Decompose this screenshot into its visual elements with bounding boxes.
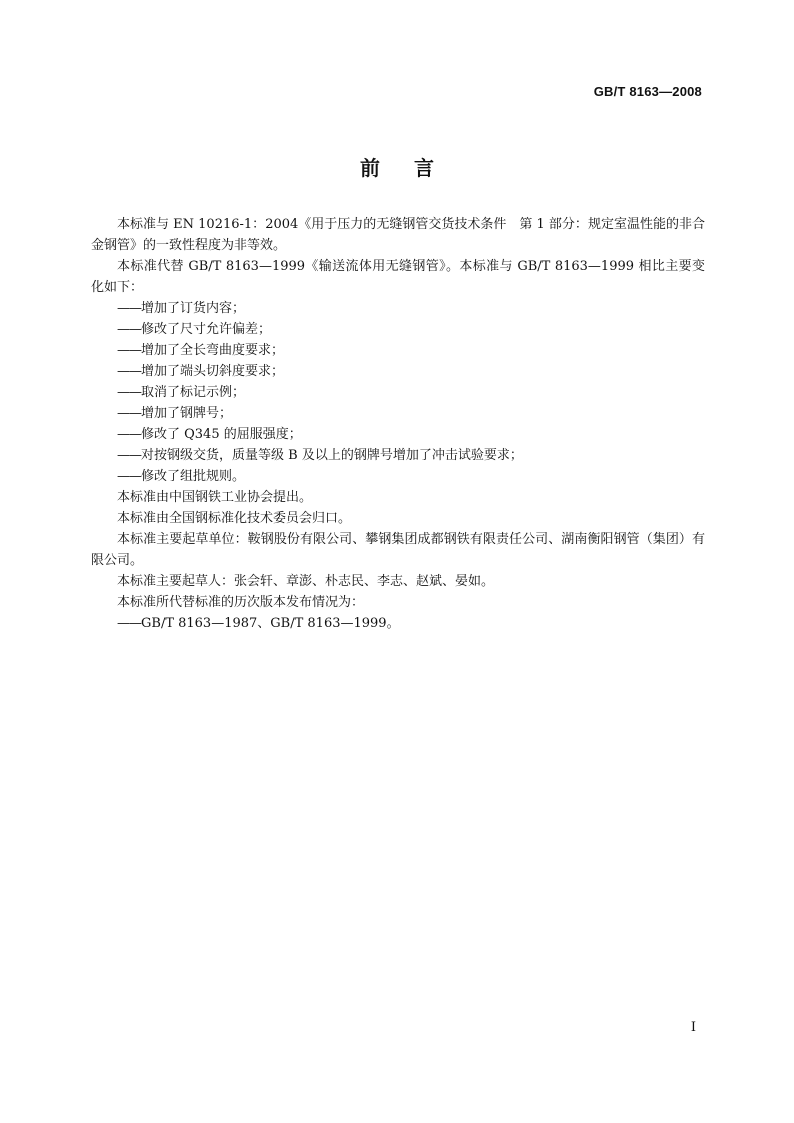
change-item-text: 增加了全长弯曲度要求； <box>141 343 285 358</box>
page-title: 前言 <box>360 156 468 180</box>
standard-code: GB/T 8163—2008 <box>593 84 702 99</box>
change-item <box>91 340 705 361</box>
dash-marker: —— <box>117 364 141 379</box>
change-item-text: 增加了钢牌号； <box>141 406 233 421</box>
change-item-text: 修改了组批规则。 <box>141 469 246 484</box>
change-item <box>91 424 705 445</box>
document-body <box>91 214 705 634</box>
change-item-text: 修改了尺寸允许偏差； <box>141 322 272 337</box>
dash-marker: —— <box>117 343 141 358</box>
committee-paragraph: 本标准由全国钢标准化技术委员会归口。 <box>117 511 352 526</box>
intro-paragraph-replacement: 本标准代替 GB/T 8163—1999《输送流体用无缝钢管》。本标准与 GB/T 8163—1999 相比主要变化如下： <box>91 259 705 295</box>
history-intro-paragraph: 本标准所代替标准的历次版本发布情况为： <box>117 595 365 610</box>
dash-marker: —— <box>117 322 141 337</box>
change-item-text: 修改了 Q345 的屈服强度； <box>141 427 302 442</box>
dash-marker: —— <box>117 385 141 400</box>
change-item <box>91 361 705 382</box>
change-item <box>91 445 705 466</box>
history-item-text: GB/T 8163—1987、GB/T 8163—1999。 <box>141 616 400 631</box>
dash-marker: —— <box>117 406 141 421</box>
dash-marker: —— <box>117 616 141 631</box>
change-item <box>91 466 705 487</box>
dash-marker: —— <box>117 448 141 463</box>
intro-paragraph-equivalence: 本标准与 EN 10216-1：2004《用于压力的无缝钢管交货技术条件 第 1 部分：规定室温性能的非合金钢管》的一致性程度为非等效。 <box>91 217 705 253</box>
change-item-text: 增加了订货内容； <box>141 301 246 316</box>
change-item <box>91 382 705 403</box>
change-item-text: 取消了标记示例； <box>141 385 246 400</box>
change-item <box>91 403 705 424</box>
dash-marker: —— <box>117 469 141 484</box>
change-item <box>91 319 705 340</box>
change-item <box>91 298 705 319</box>
page-number: I <box>690 1020 696 1035</box>
change-item-text: 对按钢级交货，质量等级 B 及以上的钢牌号增加了冲击试验要求； <box>141 448 523 463</box>
dash-marker: —— <box>117 427 141 442</box>
history-item <box>91 613 705 634</box>
drafting-units-paragraph: 本标准主要起草单位：鞍钢股份有限公司、攀钢集团成都钢铁有限责任公司、湖南衡阳钢管（集团）有限公司。 <box>91 532 705 568</box>
proposer-paragraph: 本标准由中国钢铁工业协会提出。 <box>117 490 313 505</box>
drafters-paragraph: 本标准主要起草人：张会轩、章澎、朴志民、李志、赵斌、晏如。 <box>117 574 495 589</box>
change-item-text: 增加了端头切斜度要求； <box>141 364 285 379</box>
dash-marker: —— <box>117 301 141 316</box>
